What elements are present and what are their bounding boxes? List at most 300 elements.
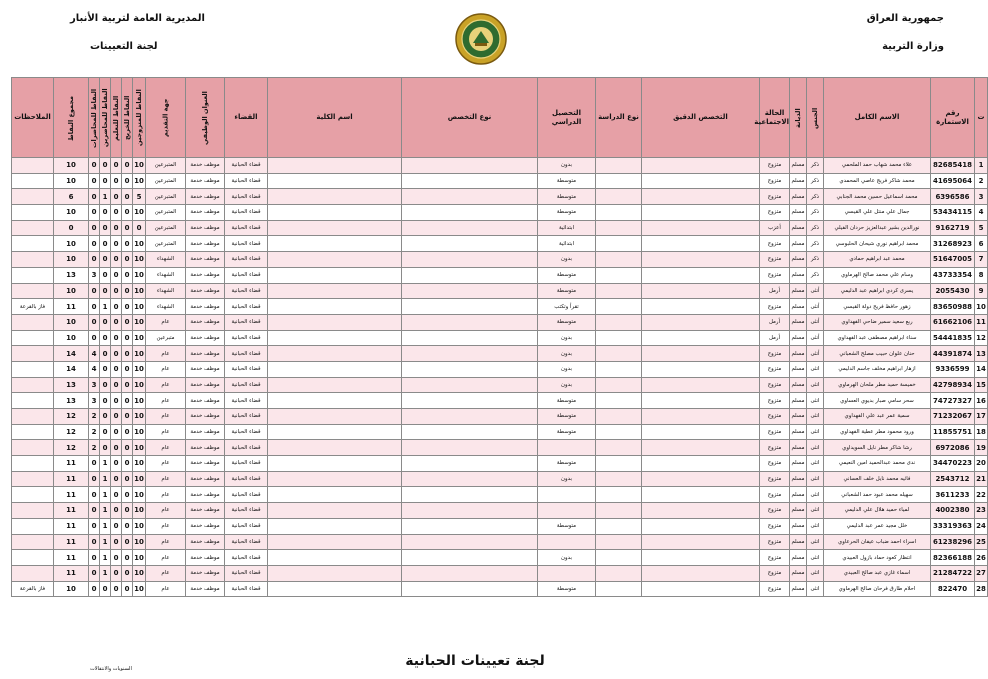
cell-total-points: 13 [54,393,89,409]
cell-education: بدون [538,330,596,346]
cell-points-education: 0 [111,534,122,550]
cell-religion: مسلم [790,330,807,346]
cell-points-married: 10 [133,346,146,362]
cell-religion: مسلم [790,456,807,472]
cell-education: متوسطة [538,456,596,472]
table-row [12,283,988,299]
cell-points-education: 0 [111,267,122,283]
cell-gender: انثى [807,471,824,487]
table-row [12,346,988,362]
cell-education [538,503,596,519]
cell-religion: مسلم [790,267,807,283]
cell-seq: 16 [975,393,988,409]
cell-study-type [596,487,642,503]
cell-college [268,456,402,472]
cell-study-type [596,534,642,550]
cell-applicant-category: عام [146,361,186,377]
cell-marital-status: متزوج [760,471,790,487]
cell-religion: مسلم [790,440,807,456]
cell-gender: ذكر [807,173,824,189]
cell-seq: 6 [975,236,988,252]
cell-total-points: 13 [54,377,89,393]
cell-job-title: موظف خدمة [186,518,225,534]
cell-seq: 8 [975,267,988,283]
table-row [12,220,988,236]
cell-study-type [596,471,642,487]
cell-gender: ذكر [807,236,824,252]
cell-study-type [596,189,642,205]
cell-seq: 19 [975,440,988,456]
cell-full-name: علاء محمد شهاب حمد الملحمي [824,158,931,174]
cell-total-points: 10 [54,173,89,189]
cell-points-graduate: 0 [122,205,133,221]
cell-education: متوسطة [538,189,596,205]
cell-study-type [596,220,642,236]
cell-notes [12,173,54,189]
cell-applicant-category: عام [146,409,186,425]
cell-gender: ذكر [807,158,824,174]
cell-points-graduate: 0 [122,471,133,487]
cell-gender: ذكر [807,220,824,236]
cell-seq: 12 [975,330,988,346]
cell-points-lectures: 4 [89,346,100,362]
cell-study-type [596,283,642,299]
cell-specialty [642,236,760,252]
cell-specialty-type [402,158,538,174]
cell-applicant-category: عام [146,314,186,330]
cell-points-graduate: 0 [122,299,133,315]
cell-marital-status: أرمل [760,330,790,346]
cell-religion: مسلم [790,487,807,503]
cell-applicant-category: عام [146,550,186,566]
col-header-job-title: العنوان الوظيفي [186,78,225,158]
cell-religion: مسلم [790,503,807,519]
cell-points-married: 10 [133,550,146,566]
cell-college [268,550,402,566]
table-row [12,581,988,597]
table-row [12,314,988,330]
footer-committee-title: لجنة تعيينات الحبانية [405,653,545,669]
cell-education: متوسطة [538,581,596,597]
cell-specialty-type [402,314,538,330]
cell-points-married: 10 [133,393,146,409]
cell-district: قضاء الحبانية [225,534,268,550]
cell-total-points: 12 [54,409,89,425]
cell-points-lecturers: 1 [100,534,111,550]
cell-education: ابتدائية [538,220,596,236]
cell-education: متوسطة [538,518,596,534]
cell-points-lecturers: 1 [100,565,111,581]
cell-full-name: رشا شاكر مطر نايل السويداوي [824,440,931,456]
cell-specialty [642,299,760,315]
cell-education: بدون [538,346,596,362]
cell-full-name: محمد ابراهيم نوري شيحان الحلبوسي [824,236,931,252]
cell-notes [12,487,54,503]
cell-full-name: ندى محمد عبدالحميد امين النعيمي [824,456,931,472]
cell-points-lectures: 0 [89,283,100,299]
cell-points-graduate: 0 [122,409,133,425]
cell-applicant-category: المتبرعين [146,173,186,189]
cell-specialty-type [402,267,538,283]
cell-seq: 4 [975,205,988,221]
table-row [12,173,988,189]
cell-religion: مسلم [790,565,807,581]
cell-full-name: اسماء غازي عبد صالح العبيدي [824,565,931,581]
cell-gender: انثى [807,518,824,534]
cell-gender: أنثى [807,299,824,315]
cell-form-number: 41695064 [931,173,975,189]
cell-study-type [596,299,642,315]
cell-points-education: 0 [111,299,122,315]
cell-form-number: 74727327 [931,393,975,409]
cell-applicant-category: المتبرعين [146,220,186,236]
cell-points-graduate: 0 [122,534,133,550]
cell-college [268,361,402,377]
cell-points-lecturers: 0 [100,377,111,393]
cell-notes [12,393,54,409]
cell-applicant-category: عام [146,518,186,534]
cell-marital-status: أعزب [760,220,790,236]
cell-form-number: 61662106 [931,314,975,330]
table-row [12,299,988,315]
cell-job-title: موظف خدمة [186,440,225,456]
cell-marital-status: متزوج [760,581,790,597]
cell-full-name: ازهار ابراهيم مخلف جاسم الدليمي [824,361,931,377]
cell-specialty [642,550,760,566]
cell-marital-status: متزوج [760,518,790,534]
cell-college [268,220,402,236]
cell-form-number: 33319363 [931,518,975,534]
cell-district: قضاء الحبانية [225,267,268,283]
cell-total-points: 6 [54,189,89,205]
cell-district: قضاء الحبانية [225,377,268,393]
cell-points-education: 0 [111,424,122,440]
cell-applicant-category: الشهداء [146,267,186,283]
cell-points-married: 10 [133,267,146,283]
cell-district: قضاء الحبانية [225,252,268,268]
cell-seq: 5 [975,220,988,236]
cell-job-title: موظف خدمة [186,361,225,377]
cell-education: تقرأ وتكتب [538,299,596,315]
cell-points-lecturers: 0 [100,252,111,268]
table-row [12,393,988,409]
cell-points-education: 0 [111,189,122,205]
cell-points-graduate: 0 [122,581,133,597]
cell-seq: 21 [975,471,988,487]
cell-district: قضاء الحبانية [225,409,268,425]
cell-notes [12,534,54,550]
cell-marital-status: متزوج [760,440,790,456]
cell-points-education: 0 [111,487,122,503]
cell-marital-status: متزوج [760,534,790,550]
cell-district: قضاء الحبانية [225,565,268,581]
cell-points-married: 10 [133,503,146,519]
table-body [12,158,988,597]
col-header-study-type: نوع الدراسة [596,78,642,158]
cell-applicant-category: عام [146,377,186,393]
col-header-education: التحصيل الدراسي [538,78,596,158]
cell-gender: انثى [807,565,824,581]
cell-points-lectures: 0 [89,314,100,330]
cell-points-lecturers: 1 [100,299,111,315]
cell-applicant-category: الشهداء [146,252,186,268]
cell-gender: انثى [807,409,824,425]
cell-applicant-category: عام [146,581,186,597]
cell-points-married: 10 [133,330,146,346]
cell-total-points: 10 [54,252,89,268]
cell-notes [12,471,54,487]
cell-gender: ذكر [807,267,824,283]
cell-specialty [642,189,760,205]
cell-total-points: 11 [54,299,89,315]
cell-seq: 9 [975,283,988,299]
cell-study-type [596,314,642,330]
cell-district: قضاء الحبانية [225,518,268,534]
cell-job-title: موظف خدمة [186,534,225,550]
table-row [12,189,988,205]
cell-education: بدون [538,377,596,393]
cell-form-number: 822470 [931,581,975,597]
cell-district: قضاء الحبانية [225,189,268,205]
cell-education: ابتدائية [538,236,596,252]
cell-full-name: احلام طارق فرحان صالح الهرماوي [824,581,931,597]
cell-form-number: 3611233 [931,487,975,503]
cell-specialty-type [402,518,538,534]
cell-college [268,377,402,393]
cell-full-name: ورود محمود مطر عطية الفهداوي [824,424,931,440]
cell-points-education: 0 [111,330,122,346]
cell-points-lecturers: 0 [100,283,111,299]
cell-points-lecturers: 0 [100,236,111,252]
cell-notes [12,330,54,346]
cell-specialty [642,377,760,393]
cell-college [268,189,402,205]
cell-education: متوسطة [538,205,596,221]
cell-points-graduate: 0 [122,220,133,236]
cell-notes [12,440,54,456]
cell-full-name: محمد عبد ابراهيم حمادي [824,252,931,268]
cell-points-graduate: 0 [122,173,133,189]
cell-points-married: 0 [133,220,146,236]
cell-specialty-type [402,424,538,440]
cell-specialty [642,346,760,362]
cell-points-education: 0 [111,456,122,472]
col-header-total-points: مجموع النقاط [54,78,89,158]
header-committee: لجنة التعيينات [90,41,158,52]
cell-points-married: 10 [133,534,146,550]
cell-college [268,236,402,252]
cell-marital-status: متزوج [760,393,790,409]
cell-points-education: 0 [111,518,122,534]
cell-college [268,534,402,550]
cell-college [268,471,402,487]
cell-points-lecturers: 0 [100,361,111,377]
cell-gender: انثى [807,503,824,519]
cell-gender: أنثى [807,314,824,330]
cell-district: قضاء الحبانية [225,158,268,174]
cell-gender: أنثى [807,346,824,362]
cell-points-education: 0 [111,346,122,362]
cell-specialty [642,409,760,425]
cell-full-name: خلل مجيد عمر عبد الدليمي [824,518,931,534]
cell-college [268,252,402,268]
cell-points-lectures: 0 [89,550,100,566]
cell-points-lectures: 0 [89,158,100,174]
cell-seq: 1 [975,158,988,174]
cell-full-name: زهور حافظ فريح دولة القيسي [824,299,931,315]
cell-district: قضاء الحبانية [225,205,268,221]
cell-notes [12,189,54,205]
cell-specialty [642,314,760,330]
cell-college [268,581,402,597]
table-row [12,205,988,221]
header-directorate: المديرية العامة لتربية الأنبار [70,13,205,24]
cell-job-title: موظف خدمة [186,565,225,581]
cell-points-graduate: 0 [122,314,133,330]
cell-marital-status: متزوج [760,503,790,519]
cell-notes [12,503,54,519]
cell-specialty-type [402,252,538,268]
cell-points-lectures: 0 [89,471,100,487]
cell-points-graduate: 0 [122,267,133,283]
cell-points-graduate: 0 [122,550,133,566]
cell-notes [12,361,54,377]
table-row [12,252,988,268]
cell-points-graduate: 0 [122,565,133,581]
cell-points-education: 0 [111,173,122,189]
cell-gender: انثى [807,487,824,503]
cell-points-education: 0 [111,409,122,425]
cell-job-title: موظف خدمة [186,409,225,425]
cell-seq: 15 [975,377,988,393]
cell-points-lecturers: 1 [100,456,111,472]
cell-form-number: 2055430 [931,283,975,299]
cell-seq: 26 [975,550,988,566]
cell-marital-status: متزوج [760,424,790,440]
cell-job-title: موظف خدمة [186,158,225,174]
cell-form-number: 82685418 [931,158,975,174]
cell-points-married: 10 [133,205,146,221]
cell-form-number: 53434115 [931,205,975,221]
cell-education: متوسطة [538,267,596,283]
cell-points-married: 10 [133,283,146,299]
cell-points-lecturers: 0 [100,314,111,330]
cell-points-education: 0 [111,377,122,393]
cell-college [268,565,402,581]
cell-seq: 27 [975,565,988,581]
cell-total-points: 10 [54,158,89,174]
cell-total-points: 10 [54,205,89,221]
col-header-specialty-type: نوع التخصص [402,78,538,158]
table-row [12,267,988,283]
cell-applicant-category: عام [146,393,186,409]
cell-college [268,158,402,174]
cell-notes [12,456,54,472]
cell-points-lecturers: 1 [100,189,111,205]
cell-total-points: 12 [54,424,89,440]
cell-specialty-type [402,409,538,425]
cell-points-lecturers: 0 [100,440,111,456]
cell-district: قضاء الحبانية [225,393,268,409]
cell-notes [12,267,54,283]
cell-job-title: موظف خدمة [186,503,225,519]
cell-religion: مسلم [790,471,807,487]
cell-job-title: موظف خدمة [186,173,225,189]
cell-full-name: جمال علي منتل علي القيسي [824,205,931,221]
cell-notes [12,346,54,362]
cell-study-type [596,267,642,283]
cell-points-married: 10 [133,236,146,252]
cell-religion: مسلم [790,409,807,425]
cell-points-lectures: 2 [89,424,100,440]
cell-total-points: 14 [54,361,89,377]
cell-total-points: 11 [54,456,89,472]
cell-marital-status: متزوج [760,189,790,205]
cell-points-lectures: 0 [89,503,100,519]
cell-religion: مسلم [790,534,807,550]
cell-education: متوسطة [538,409,596,425]
cell-points-lecturers: 1 [100,503,111,519]
cell-notes [12,424,54,440]
col-header-points-graduate: النقاط للخريج [122,78,133,158]
cell-form-number: 11855751 [931,424,975,440]
table-row [12,471,988,487]
cell-job-title: موظف خدمة [186,424,225,440]
table-row [12,158,988,174]
cell-points-education: 0 [111,205,122,221]
cell-specialty [642,220,760,236]
cell-education: بدون [538,252,596,268]
cell-education: متوسطة [538,283,596,299]
col-header-specialty: التخصص الدقيق [642,78,760,158]
cell-points-lectures: 3 [89,393,100,409]
cell-gender: ذكر [807,252,824,268]
cell-applicant-category: عام [146,534,186,550]
cell-points-lectures: 2 [89,440,100,456]
cell-full-name: نورالدين بشير عبدالعزيز حردان الفيلي [824,220,931,236]
cell-applicant-category: عام [146,346,186,362]
cell-seq: 28 [975,581,988,597]
cell-district: قضاء الحبانية [225,283,268,299]
cell-seq: 2 [975,173,988,189]
cell-total-points: 11 [54,518,89,534]
cell-job-title: موظف خدمة [186,550,225,566]
cell-points-education: 0 [111,236,122,252]
cell-religion: مسلم [790,283,807,299]
table-row [12,361,988,377]
cell-points-lecturers: 0 [100,205,111,221]
cell-points-lectures: 0 [89,518,100,534]
col-header-notes: الملاحظات [12,78,54,158]
cell-seq: 24 [975,518,988,534]
cell-points-married: 10 [133,565,146,581]
cell-points-graduate: 0 [122,518,133,534]
cell-religion: مسلم [790,393,807,409]
cell-specialty-type [402,189,538,205]
cell-points-married: 10 [133,377,146,393]
cell-district: قضاء الحبانية [225,550,268,566]
cell-notes [12,565,54,581]
cell-total-points: 11 [54,550,89,566]
cell-points-lectures: 4 [89,361,100,377]
cell-study-type [596,252,642,268]
cell-applicant-category: متبرعين [146,330,186,346]
cell-study-type [596,550,642,566]
cell-religion: مسلم [790,581,807,597]
cell-education: متوسطة [538,424,596,440]
cell-applicant-category: عام [146,503,186,519]
cell-gender: انثى [807,393,824,409]
